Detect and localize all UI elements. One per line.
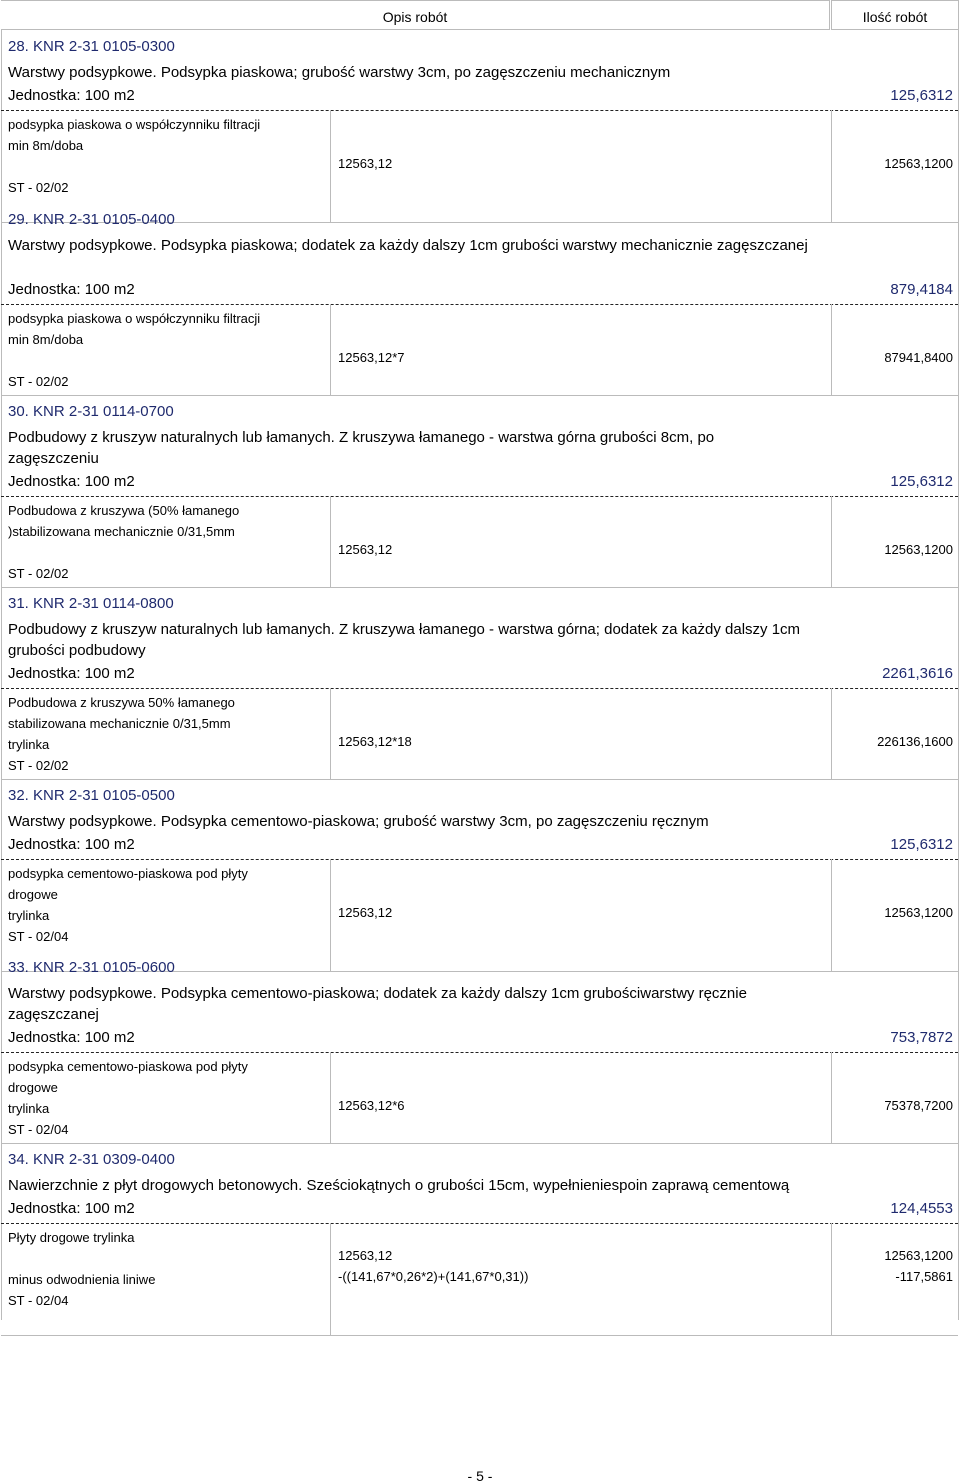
calc-divider-left [330, 1223, 331, 1335]
calc-divider-right [831, 688, 832, 779]
boq-item [0, 395, 960, 587]
dashed-separator [1, 688, 958, 689]
material-line: podsypka cementowo-piaskowa pod płyty [8, 866, 248, 881]
boq-item [0, 587, 960, 779]
material-description [8, 1227, 328, 1311]
dashed-separator [1, 1223, 958, 1224]
item-description: Nawierzchnie z płyt drogowych betonowych. Sześciokątnych o grubości 15cm, wypełnieniespoin zaprawą cementową [8, 1177, 790, 1194]
page-number: - 5 - [467, 1468, 493, 1484]
material-description [8, 500, 328, 584]
calc-divider-left [330, 688, 331, 779]
calc-result: 87941,8400 [884, 350, 953, 365]
calc-expression: -((141,67*0,26*2)+(141,67*0,31)) [338, 1269, 529, 1284]
material-line: podsypka piaskowa o współczynniku filtracji [8, 311, 261, 326]
material-line: trylinka [8, 1101, 50, 1116]
calc-result: 226136,1600 [877, 734, 953, 749]
unit-label: Jednostka: 100 m2 [8, 665, 135, 682]
dashed-separator [1, 859, 958, 860]
boq-item [0, 203, 960, 395]
item-number: 34. KNR 2-31 0309-0400 [8, 1151, 175, 1168]
unit-label: Jednostka: 100 m2 [8, 836, 135, 853]
calc-result: 75378,7200 [884, 1098, 953, 1113]
material-line: drogowe [8, 1080, 58, 1095]
material-line: minus odwodnienia liniwe [8, 1272, 156, 1287]
boq-item [0, 1143, 960, 1335]
boq-item [0, 951, 960, 1143]
table-header [0, 0, 960, 30]
dashed-separator [1, 304, 958, 305]
material-line: Podbudowa z kruszywa (50% łamanego [8, 503, 240, 518]
item-description: Warstwy podsypkowe. Podsypka piaskowa; grubość warstwy 3cm, po zagęszczeniu mechanicznym [8, 64, 671, 81]
calc-divider-left [330, 496, 331, 587]
header-qty-label: Ilość robót [862, 9, 928, 25]
item-number: 33. KNR 2-31 0105-0600 [8, 959, 175, 976]
calc-result: 12563,1200 [884, 156, 953, 171]
header-desc-label: Opis robót [382, 9, 448, 25]
material-line: ST - 02/02 [8, 566, 69, 581]
dashed-separator [1, 110, 958, 111]
material-line: Płyty drogowe trylinka [8, 1230, 135, 1245]
item-description: Podbudowy z kruszyw naturalnych lub łamanych. Z kruszywa łamanego - warstwa górna grubości 8cm, po zagęszczeniu [8, 429, 715, 467]
material-line [8, 350, 328, 371]
item-quantity: 125,6312 [890, 836, 953, 853]
calc-result: 12563,1200 [884, 1248, 953, 1263]
item-number: 31. KNR 2-31 0114-0800 [8, 595, 174, 612]
material-line: podsypka piaskowa o współczynniku filtracji [8, 117, 261, 132]
calc-divider-left [330, 1052, 331, 1143]
calc-divider-right [831, 304, 832, 395]
calc-expression: 12563,12 [338, 542, 393, 557]
material-line: Podbudowa z kruszywa 50% łamanego [8, 695, 235, 710]
material-line: min 8m/doba [8, 138, 84, 153]
material-line [8, 156, 328, 177]
dashed-separator [1, 1052, 958, 1053]
calc-expression: 12563,12 [338, 156, 393, 171]
calc-expression: 12563,12*6 [338, 1098, 405, 1113]
calc-divider-right [831, 1052, 832, 1143]
material-line: ST - 02/04 [8, 1293, 69, 1308]
calc-expression: 12563,12*18 [338, 734, 412, 749]
item-quantity: 124,4553 [890, 1200, 953, 1217]
item-description: Warstwy podsypkowe. Podsypka piaskowa; dodatek za każdy dalszy 1cm grubości warstwy mechanicznie zagęszczanej [8, 237, 808, 254]
calc-expression: 12563,12 [338, 1248, 393, 1263]
material-description [8, 863, 328, 947]
item-quantity: 125,6312 [890, 473, 953, 490]
item-quantity: 125,6312 [890, 87, 953, 104]
header-desc-cell [1, 0, 830, 30]
item-quantity: 879,4184 [890, 281, 953, 298]
item-quantity: 2261,3616 [882, 665, 953, 682]
item-description: Podbudowy z kruszyw naturalnych lub łamanych. Z kruszywa łamanego - warstwa górna; dodatek za każdy dalszy 1cm grubości podbudowy [8, 621, 801, 659]
material-line: drogowe [8, 887, 58, 902]
material-line: ST - 02/02 [8, 758, 69, 773]
material-description [8, 308, 328, 392]
material-line: ST - 02/04 [8, 1122, 69, 1137]
row-separator [1, 1335, 958, 1336]
item-description: Warstwy podsypkowe. Podsypka cementowo-piaskowa; grubość warstwy 3cm, po zagęszczeniu ręcznym [8, 813, 709, 830]
material-line: trylinka [8, 908, 50, 923]
material-line: ST - 02/02 [8, 374, 69, 389]
material-line: podsypka cementowo-piaskowa pod płyty [8, 1059, 248, 1074]
item-number: 30. KNR 2-31 0114-0700 [8, 403, 174, 420]
boq-item [0, 779, 960, 971]
unit-label: Jednostka: 100 m2 [8, 281, 135, 298]
unit-label: Jednostka: 100 m2 [8, 1029, 135, 1046]
material-line [8, 1248, 328, 1269]
calc-divider-left [330, 304, 331, 395]
material-line: trylinka [8, 737, 50, 752]
material-line [8, 542, 328, 563]
unit-label: Jednostka: 100 m2 [8, 473, 135, 490]
calc-result: 12563,1200 [884, 542, 953, 557]
dashed-separator [1, 496, 958, 497]
material-description [8, 1056, 328, 1140]
unit-label: Jednostka: 100 m2 [8, 87, 135, 104]
item-number: 32. KNR 2-31 0105-0500 [8, 787, 175, 804]
material-line: ST - 02/04 [8, 929, 69, 944]
boq-item [0, 30, 960, 222]
material-line: )stabilizowana mechanicznie 0/31,5mm [8, 524, 235, 539]
item-number: 28. KNR 2-31 0105-0300 [8, 38, 175, 55]
material-description [8, 114, 328, 198]
item-description: Warstwy podsypkowe. Podsypka cementowo-piaskowa; dodatek za każdy dalszy 1cm grubościwarstwy ręcznie zagęszczanej [8, 985, 747, 1023]
header-qty-cell [831, 0, 959, 30]
material-line: min 8m/doba [8, 332, 84, 347]
calc-expression: 12563,12*7 [338, 350, 405, 365]
calc-result: 12563,1200 [884, 905, 953, 920]
unit-label: Jednostka: 100 m2 [8, 1200, 135, 1217]
calc-result: -117,5861 [895, 1269, 953, 1284]
calc-divider-right [831, 1223, 832, 1335]
material-description [8, 692, 328, 776]
calc-divider-right [831, 496, 832, 587]
item-quantity: 753,7872 [890, 1029, 953, 1046]
material-line: stabilizowana mechanicznie 0/31,5mm [8, 716, 231, 731]
item-number: 29. KNR 2-31 0105-0400 [8, 211, 175, 228]
calc-expression: 12563,12 [338, 905, 393, 920]
material-line: ST - 02/02 [8, 180, 69, 195]
